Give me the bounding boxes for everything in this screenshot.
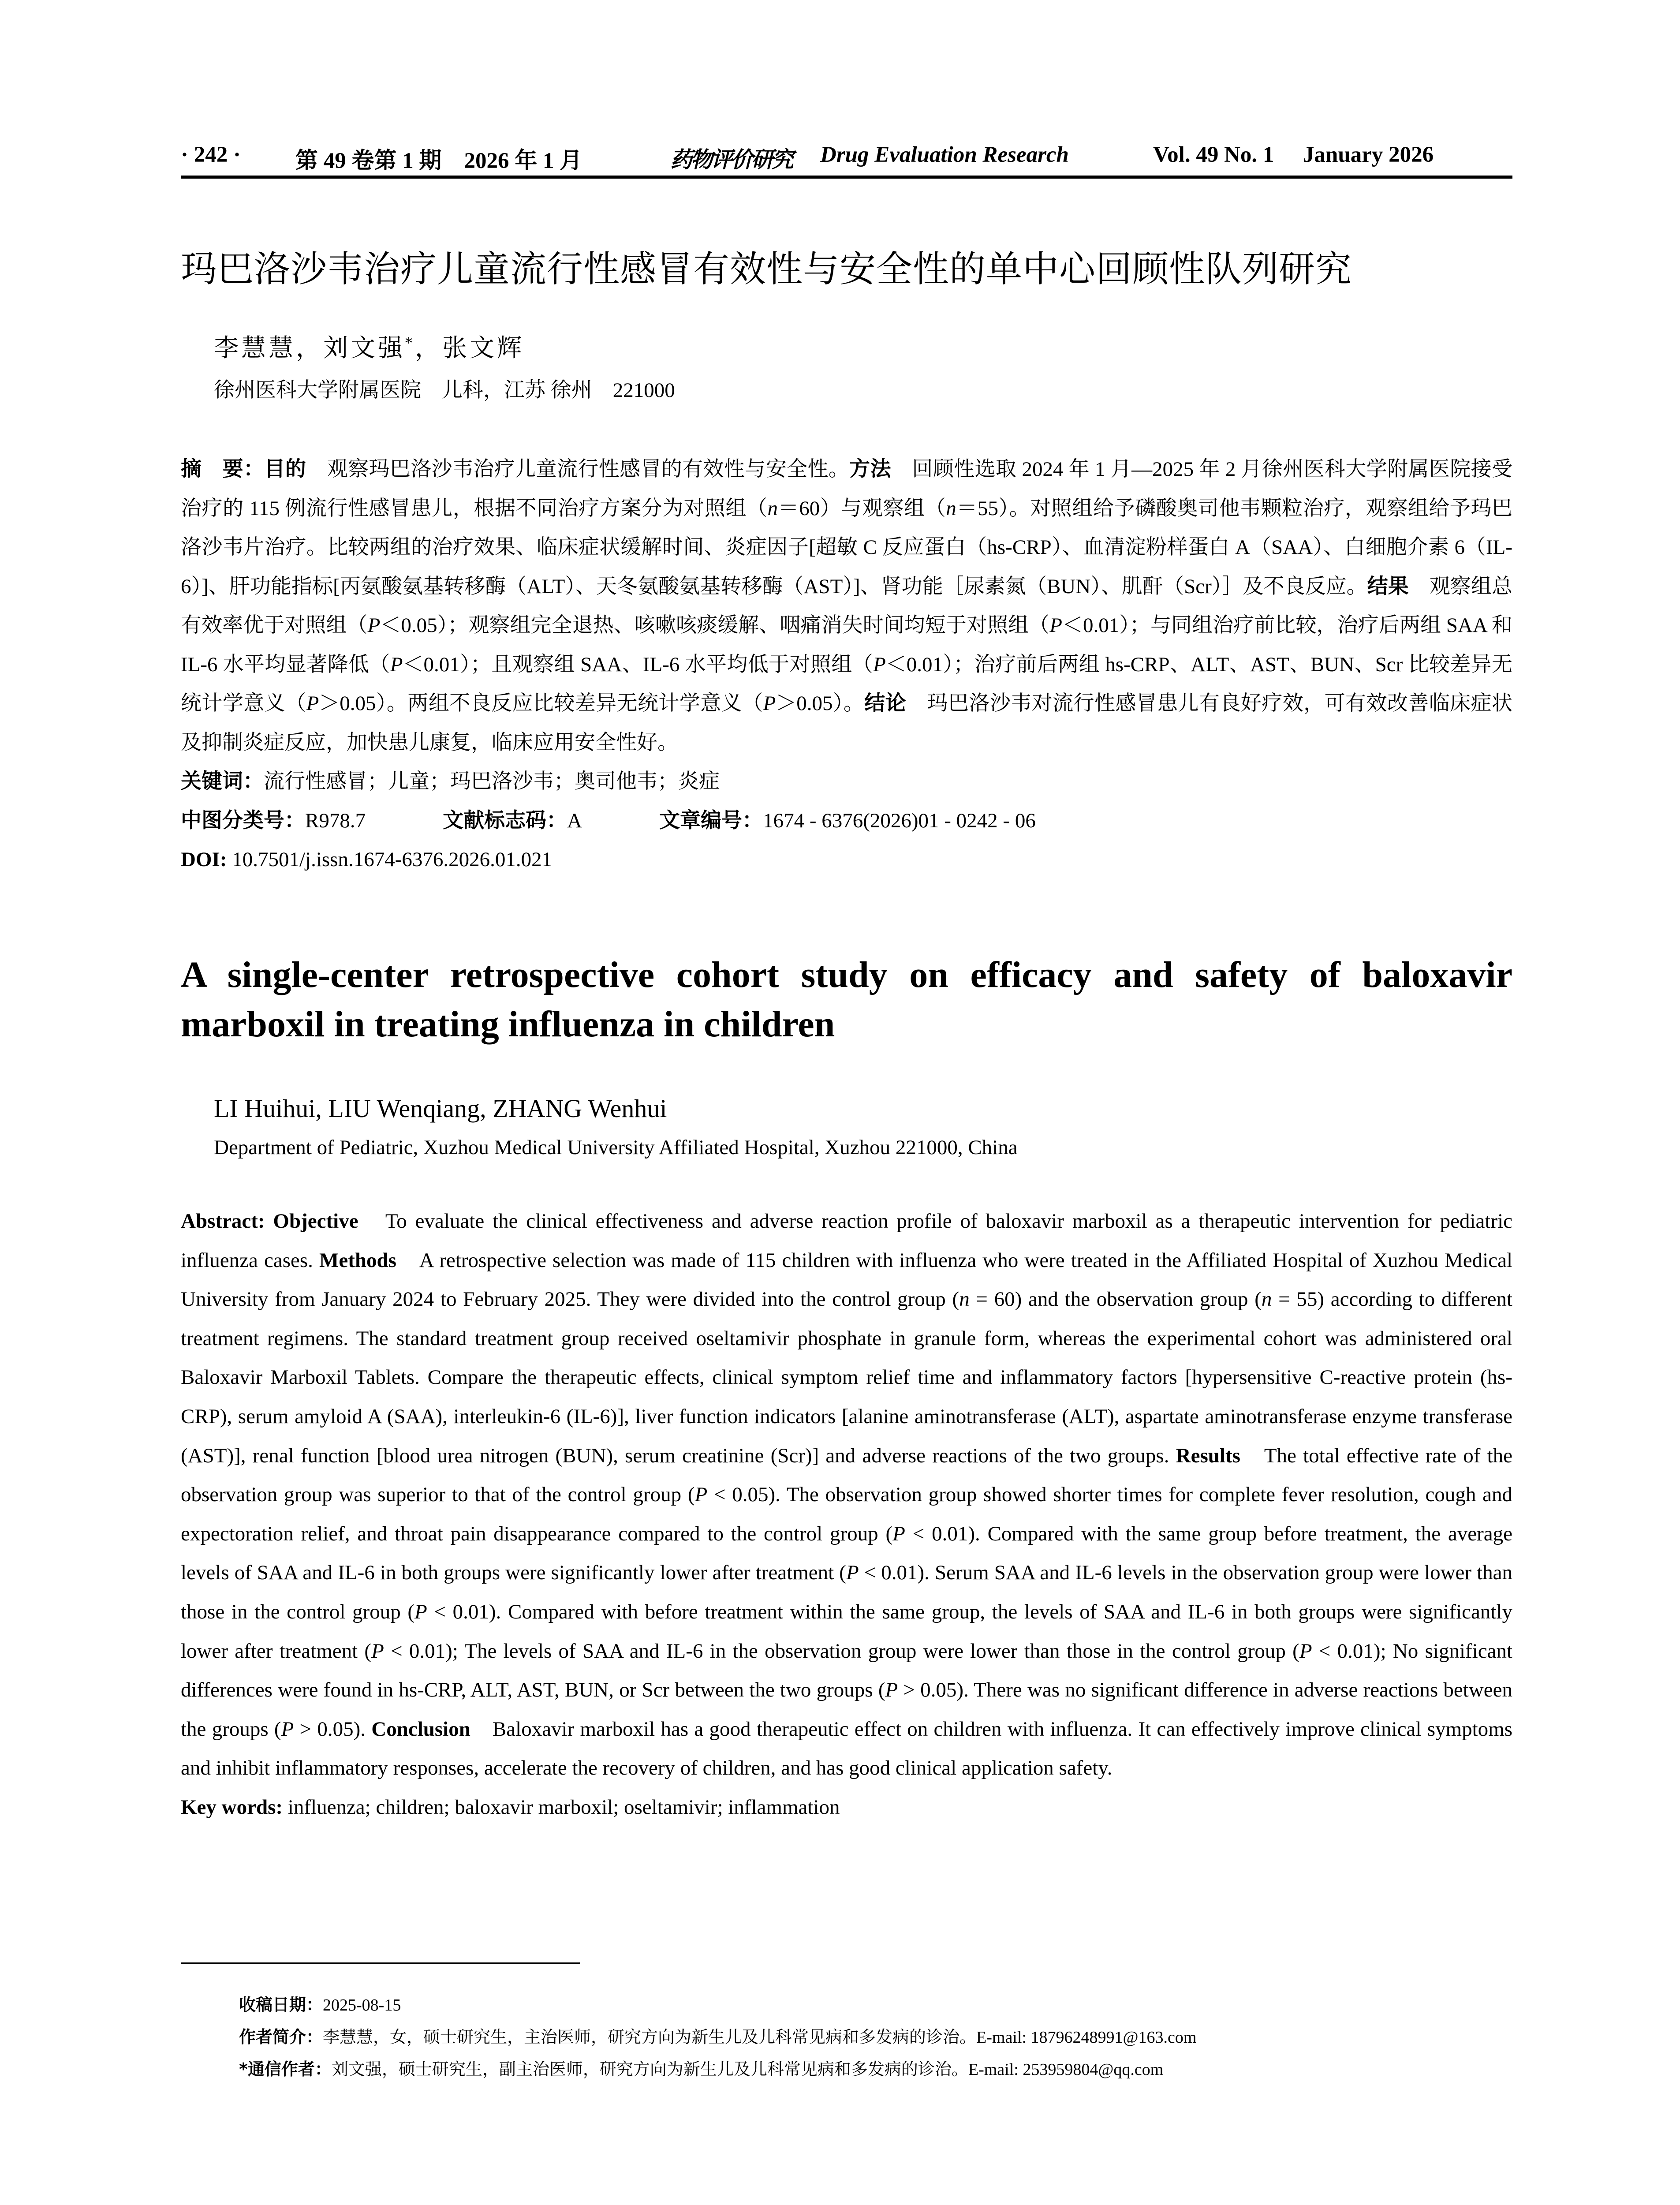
conclusion-text: Baloxavir marboxil has a good therapeutic effect on children with influenza. It can effectively improve clinical symptoms and inhibit inflammatory responses, accelerate the recovery of children, and has good clinical application safety.	[181, 1717, 1512, 1780]
keywords-text: 流行性感冒；儿童；玛巴洛沙韦；奥司他韦；炎症	[264, 770, 720, 793]
authors-en: LI Huihui, LIU Wenqiang, ZHANG Wenhui	[214, 1094, 667, 1123]
article-no-value: 1674 - 6376(2026)01 - 0242 - 06	[763, 809, 1036, 832]
p-symbol: P	[763, 692, 776, 715]
methods-text: = 60) and the observation group (	[969, 1288, 1262, 1311]
journal-name-en: Drug Evaluation Research	[820, 142, 1069, 167]
n-symbol: n	[946, 497, 956, 520]
p-symbol: P	[892, 1522, 905, 1545]
authors-cn	[214, 329, 524, 364]
header-rule	[181, 176, 1512, 179]
conclusion-label: Conclusion	[371, 1717, 470, 1741]
volume-info: Vol. 49 No. 1	[1153, 142, 1274, 167]
n-symbol: n	[1261, 1288, 1272, 1311]
doc-code-label: 文献标志码：	[443, 808, 567, 833]
objective-text: 观察玛巴洛沙韦治疗儿童流行性感冒的有效性与安全性。	[306, 458, 850, 481]
author-bio-text: 李慧慧，女，硕士研究生，主治医师，研究方向为新生儿及儿科常见病和多发病的诊治。E-mail: 18796248991@163.com	[323, 2028, 1197, 2047]
keywords-label: Key words:	[181, 1795, 283, 1819]
title-cn: 玛巴洛沙韦治疗儿童流行性感冒有效性与安全性的单中心回顾性队列研究	[181, 248, 1352, 290]
abstract-objective-label: Abstract: Objective	[181, 1210, 358, 1233]
p-symbol: P	[390, 653, 403, 676]
abstract-label: 摘 要：	[181, 457, 265, 481]
p-symbol: P	[846, 1561, 859, 1585]
p-symbol: P	[873, 653, 886, 676]
affiliation-en: Department of Pediatric, Xuzhou Medical University Affiliated Hospital, Xuzhou 221000, China	[214, 1136, 1018, 1159]
methods-text: ＝55）。对照组给予磷酸奥司他韦颗粒治疗，观察组给予玛巴洛沙韦片治疗。比较两组的治疗效果、临床症状缓解时间、炎症因子[超敏 C 反应蛋白（hs-CRP）、血清淀粉样蛋白 A（SAA）、白细胞介素 6（IL-6）]、肝功能指标[丙氨酸氨基转移酶（ALT）、天冬氨酸氨基转移酶（AST）]、肾功能［尿素氮（BUN）、肌酐（Scr）］及不良反应。	[181, 497, 1513, 598]
results-text: ＜0.01）；与同组治疗前比较，治疗后两组 SAA 和 IL-6 水平均显著降低（	[181, 614, 1513, 676]
issue-date: January 2026	[1303, 142, 1434, 167]
footnotes	[239, 1989, 1196, 2085]
results-text: ＞0.05）。	[776, 692, 865, 715]
author-names: 李慧慧，刘文强	[214, 334, 405, 363]
objective-text: To evaluate the clinical effectiveness and adverse reaction profile of baloxavir marboxil as a therapeutic intervention for pediatric influenza cases.	[181, 1210, 1512, 1272]
footnote-rule	[181, 1962, 580, 1964]
results-text: ＜0.01）；治疗前后两组 hs-CRP、ALT、AST、BUN、Scr 比较差异无统计学意义（	[181, 653, 1513, 715]
results-text: > 0.05). There was no significant difference in adverse reactions between the groups (	[181, 1678, 1512, 1741]
p-symbol: P	[306, 692, 319, 715]
abstract-cn	[181, 450, 1512, 879]
results-text: The total effective rate of the observation group was superior to that of the control group (	[181, 1444, 1513, 1506]
p-symbol: P	[367, 614, 381, 637]
results-text: ＞0.05）。两组不良反应比较差异无统计学意义（	[319, 692, 763, 715]
methods-text: ＝60）与观察组（	[778, 497, 946, 520]
keywords-cn	[181, 762, 1512, 801]
author-bio	[239, 2021, 1196, 2053]
clc-label: 中图分类号：	[181, 808, 305, 833]
methods-text: A retrospective selection was made of 115 children with influenza who were treated in the Affiliated Hospital of Xuzhou Medical University from January 2024 to February 2025. They were divided into the control group (	[181, 1248, 1513, 1311]
corresponding-label: *通信作者：	[239, 2059, 332, 2079]
results-text: < 0.01); No significant differences were found in hs-CRP, ALT, AST, BUN, or Scr between the two groups (	[181, 1639, 1512, 1702]
p-symbol: P	[1049, 614, 1062, 637]
results-text: < 0.01). Compared with before treatment within the same group, the levels of SAA and IL-6 in both groups were significantly lower after treatment (	[181, 1600, 1512, 1663]
results-label: 结果	[1367, 574, 1409, 598]
n-symbol: n	[767, 497, 778, 520]
abstract-cn-body	[181, 450, 1512, 762]
article-no-label: 文章编号：	[659, 808, 763, 833]
results-text: < 0.01); The levels of SAA and IL-6 in the observation group were lower than those in the control group (	[384, 1639, 1299, 1663]
methods-label: Methods	[319, 1248, 396, 1272]
journal-logo: 药物评价研究	[670, 146, 792, 172]
results-text: 观察组总有效率优于对照组（	[181, 575, 1513, 637]
n-symbol: n	[959, 1288, 970, 1311]
results-text: > 0.05).	[294, 1717, 372, 1741]
results-label: Results	[1176, 1444, 1240, 1467]
page-number: · 242 ·	[181, 142, 241, 167]
p-symbol: P	[885, 1678, 898, 1702]
received-value: 2025-08-15	[323, 1996, 401, 2014]
p-symbol: P	[414, 1600, 427, 1623]
abstract-en	[181, 1202, 1512, 1827]
doi-link[interactable]: 10.7501/j.issn.1674-6376.2026.01.021	[227, 848, 553, 871]
doi-line	[181, 840, 1512, 879]
methods-text: 回顾性选取 2024 年 1 月—2025 年 2 月徐州医科大学附属医院接受治疗的 115 例流行性感冒患儿，根据不同治疗方案分为对照组（	[181, 458, 1513, 520]
methods-label: 方法	[849, 457, 892, 481]
corresponding-author	[239, 2053, 1196, 2085]
objective-label: 目的	[264, 457, 306, 481]
abstract-en-body	[181, 1202, 1512, 1788]
keywords-label: 关键词：	[181, 769, 264, 793]
results-text: ＜0.05）；观察组完全退热、咳嗽咳痰缓解、咽痛消失时间均短于对照组（	[380, 614, 1050, 637]
p-symbol: P	[281, 1717, 294, 1741]
doc-code-value: A	[567, 809, 582, 832]
author-names: ，张文辉	[415, 334, 524, 363]
received-label: 收稿日期：	[239, 1995, 323, 2014]
doi-label: DOI:	[181, 848, 227, 871]
p-symbol: P	[371, 1639, 384, 1663]
issue-info-cn: 第 49 卷第 1 期 2026 年 1 月	[295, 149, 582, 173]
keywords-en	[181, 1788, 1512, 1827]
author-bio-label: 作者简介：	[239, 2027, 323, 2047]
p-symbol: P	[1299, 1639, 1312, 1663]
conclusion-label: 结论	[864, 691, 907, 715]
results-text: < 0.05). The observation group showed shorter times for complete fever resolution, cough and expectoration relief, and throat pain disappearance compared to the control group (	[181, 1483, 1512, 1545]
affiliation-cn: 徐州医科大学附属医院 儿科，江苏 徐州 221000	[214, 379, 675, 402]
keywords-text: influenza; children; baloxavir marboxil; oseltamivir; inflammation	[283, 1795, 840, 1819]
title-en: A single-center retrospective cohort study on efficacy and safety of baloxavir marboxil in treating influenza in children	[181, 954, 1512, 1045]
results-text: < 0.01). Compared with the same group before treatment, the average levels of SAA and IL-6 in both groups were significantly lower after treatment (	[181, 1522, 1513, 1585]
results-text: < 0.01). Serum SAA and IL-6 levels in the observation group were lower than those in the control group (	[181, 1561, 1513, 1623]
classification-line	[181, 801, 1512, 841]
corresponding-text: 刘文强，硕士研究生，副主治医师，研究方向为新生儿及儿科常见病和多发病的诊治。E-mail: 253959804@qq.com	[331, 2060, 1164, 2079]
methods-text: = 55) according to different treatment regimens. The standard treatment group received oseltamivir phosphate in granule form, whereas the experimental cohort was administered oral Baloxavir Marboxil Tablets. Compare the therapeutic effects, clinical symptom relief time and inflammatory factors [hypersensitive C-reactive protein (hs-CRP), serum amyloid A (SAA), interleukin-6 (IL-6)], liver function indicators [alanine aminotransferase (ALT), aspartate aminotransferase enzyme transferase (AST)], renal function [blood urea nitrogen (BUN), serum creatinine (Scr)] and adverse reactions of the two groups.	[181, 1288, 1512, 1467]
results-text: ＜0.01）；且观察组 SAA、IL-6 水平均低于对照组（	[403, 653, 874, 676]
received-date	[239, 1989, 1196, 2021]
p-symbol: P	[694, 1483, 708, 1506]
clc-value: R978.7	[305, 809, 366, 832]
conclusion-text: 玛巴洛沙韦对流行性感冒患儿有良好疗效，可有效改善临床症状及抑制炎症反应，加快患儿康复，临床应用安全性好。	[181, 692, 1513, 754]
corresponding-mark: *	[405, 334, 415, 351]
